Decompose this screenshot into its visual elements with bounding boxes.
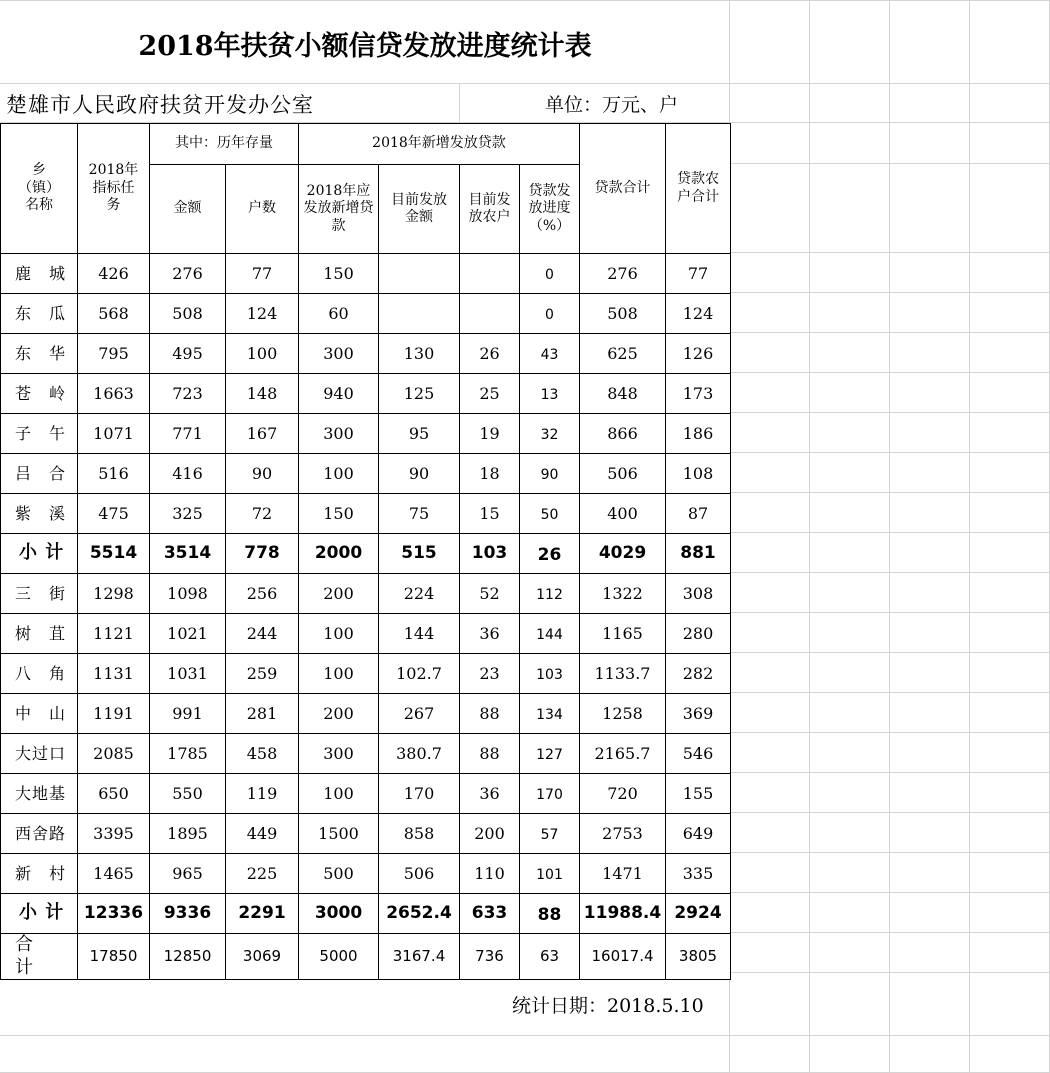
cell-stock-amount: 550 bbox=[150, 774, 226, 814]
cell-stock-amount: 1785 bbox=[150, 734, 226, 774]
cell-planned: 150 bbox=[299, 494, 379, 534]
cell-household-total: 308 bbox=[666, 574, 731, 614]
cell-stock-amount: 9336 bbox=[150, 894, 226, 934]
cell-loan-total: 400 bbox=[580, 494, 666, 534]
table-row bbox=[1, 454, 731, 494]
loan-progress-table bbox=[0, 123, 731, 980]
header-household-total: 贷款农户合计 bbox=[666, 124, 731, 254]
table-row bbox=[1, 654, 731, 694]
cell-rate: 112 bbox=[520, 574, 580, 614]
cell-amount: 90 bbox=[379, 454, 460, 494]
cell-rate: 57 bbox=[520, 814, 580, 854]
cell-stock-amount: 3514 bbox=[150, 534, 226, 574]
cell-household-total: 3805 bbox=[666, 934, 731, 980]
cell-rate: 26 bbox=[520, 534, 580, 574]
cell-amount bbox=[379, 294, 460, 334]
cell-stock-households: 225 bbox=[226, 854, 299, 894]
cell-rate: 127 bbox=[520, 734, 580, 774]
cell-loan-total: 508 bbox=[580, 294, 666, 334]
cell-stock-households: 100 bbox=[226, 334, 299, 374]
cell-stock-amount: 495 bbox=[150, 334, 226, 374]
cell-stock-amount: 991 bbox=[150, 694, 226, 734]
cell-planned: 3000 bbox=[299, 894, 379, 934]
gridline bbox=[889, 0, 890, 1073]
cell-amount: 267 bbox=[379, 694, 460, 734]
cell-stock-households: 778 bbox=[226, 534, 299, 574]
cell-target: 1191 bbox=[78, 694, 150, 734]
cell-loan-total: 11988.4 bbox=[580, 894, 666, 934]
cell-name: 子 午 bbox=[1, 414, 78, 454]
table-row bbox=[1, 254, 731, 294]
cell-target: 1298 bbox=[78, 574, 150, 614]
cell-rate: 90 bbox=[520, 454, 580, 494]
cell-target: 426 bbox=[78, 254, 150, 294]
gridline bbox=[969, 0, 970, 1073]
header-stock-amount: 金额 bbox=[150, 165, 226, 254]
cell-name: 鹿 城 bbox=[1, 254, 78, 294]
cell-amount: 380.7 bbox=[379, 734, 460, 774]
cell-loan-total: 1322 bbox=[580, 574, 666, 614]
cell-household-total: 881 bbox=[666, 534, 731, 574]
table-row bbox=[1, 774, 731, 814]
cell-target: 1465 bbox=[78, 854, 150, 894]
statistics-date: 统计日期：2018.5.10 bbox=[512, 995, 704, 1017]
header-new-planned: 2018年应发放新增贷款 bbox=[299, 165, 379, 254]
table-row bbox=[1, 494, 731, 534]
cell-household-total: 649 bbox=[666, 814, 731, 854]
cell-name: 大地基 bbox=[1, 774, 78, 814]
cell-rate: 0 bbox=[520, 254, 580, 294]
cell-stock-households: 3069 bbox=[226, 934, 299, 980]
grand-total-row bbox=[1, 934, 731, 980]
cell-target: 5514 bbox=[78, 534, 150, 574]
cell-rate: 32 bbox=[520, 414, 580, 454]
cell-households: 19 bbox=[460, 414, 520, 454]
cell-rate: 88 bbox=[520, 894, 580, 934]
cell-amount: 144 bbox=[379, 614, 460, 654]
cell-household-total: 186 bbox=[666, 414, 731, 454]
header-town: 乡（镇）名称 bbox=[1, 124, 78, 254]
cell-stock-households: 148 bbox=[226, 374, 299, 414]
header-target: 2018年指标任务 bbox=[78, 124, 150, 254]
cell-household-total: 155 bbox=[666, 774, 731, 814]
cell-name: 吕 合 bbox=[1, 454, 78, 494]
cell-amount: 95 bbox=[379, 414, 460, 454]
cell-amount: 125 bbox=[379, 374, 460, 414]
cell-target: 1121 bbox=[78, 614, 150, 654]
cell-planned: 5000 bbox=[299, 934, 379, 980]
cell-household-total: 124 bbox=[666, 294, 731, 334]
cell-rate: 170 bbox=[520, 774, 580, 814]
cell-stock-amount: 325 bbox=[150, 494, 226, 534]
cell-name: 东 瓜 bbox=[1, 294, 78, 334]
gridline bbox=[0, 83, 1050, 84]
cell-stock-amount: 965 bbox=[150, 854, 226, 894]
cell-household-total: 126 bbox=[666, 334, 731, 374]
cell-target: 795 bbox=[78, 334, 150, 374]
cell-stock-households: 72 bbox=[226, 494, 299, 534]
cell-household-total: 546 bbox=[666, 734, 731, 774]
cell-stock-households: 256 bbox=[226, 574, 299, 614]
cell-name: 合计 bbox=[1, 934, 78, 980]
cell-rate: 103 bbox=[520, 654, 580, 694]
cell-stock-households: 2291 bbox=[226, 894, 299, 934]
header-loan-total: 贷款合计 bbox=[580, 124, 666, 254]
cell-planned: 150 bbox=[299, 254, 379, 294]
cell-amount: 102.7 bbox=[379, 654, 460, 694]
cell-households: 110 bbox=[460, 854, 520, 894]
cell-planned: 1500 bbox=[299, 814, 379, 854]
cell-loan-total: 848 bbox=[580, 374, 666, 414]
organization-name: 楚雄市人民政府扶贫开发办公室 bbox=[6, 93, 314, 117]
cell-amount: 130 bbox=[379, 334, 460, 374]
cell-households: 52 bbox=[460, 574, 520, 614]
cell-planned: 100 bbox=[299, 454, 379, 494]
cell-loan-total: 1471 bbox=[580, 854, 666, 894]
table-row bbox=[1, 854, 731, 894]
cell-households: 36 bbox=[460, 614, 520, 654]
cell-stock-amount: 1895 bbox=[150, 814, 226, 854]
cell-amount: 515 bbox=[379, 534, 460, 574]
cell-stock-households: 449 bbox=[226, 814, 299, 854]
cell-name: 紫 溪 bbox=[1, 494, 78, 534]
cell-planned: 100 bbox=[299, 654, 379, 694]
cell-planned: 200 bbox=[299, 574, 379, 614]
cell-name: 西舍路 bbox=[1, 814, 78, 854]
cell-stock-amount: 416 bbox=[150, 454, 226, 494]
cell-stock-amount: 508 bbox=[150, 294, 226, 334]
cell-target: 12336 bbox=[78, 894, 150, 934]
cell-amount: 506 bbox=[379, 854, 460, 894]
cell-rate: 101 bbox=[520, 854, 580, 894]
gridline bbox=[809, 0, 810, 1073]
cell-stock-amount: 771 bbox=[150, 414, 226, 454]
cell-name: 新 村 bbox=[1, 854, 78, 894]
cell-households: 200 bbox=[460, 814, 520, 854]
cell-planned: 300 bbox=[299, 734, 379, 774]
cell-household-total: 282 bbox=[666, 654, 731, 694]
cell-loan-total: 1133.7 bbox=[580, 654, 666, 694]
cell-households: 25 bbox=[460, 374, 520, 414]
cell-households: 88 bbox=[460, 694, 520, 734]
cell-name: 大过口 bbox=[1, 734, 78, 774]
cell-households bbox=[460, 294, 520, 334]
cell-stock-households: 244 bbox=[226, 614, 299, 654]
cell-target: 568 bbox=[78, 294, 150, 334]
cell-rate: 0 bbox=[520, 294, 580, 334]
table-row bbox=[1, 414, 731, 454]
cell-rate: 43 bbox=[520, 334, 580, 374]
cell-rate: 134 bbox=[520, 694, 580, 734]
cell-name: 小 计 bbox=[1, 534, 78, 574]
cell-stock-amount: 1031 bbox=[150, 654, 226, 694]
cell-planned: 200 bbox=[299, 694, 379, 734]
table-row bbox=[1, 614, 731, 654]
cell-planned: 940 bbox=[299, 374, 379, 414]
cell-name: 三 街 bbox=[1, 574, 78, 614]
cell-target: 1663 bbox=[78, 374, 150, 414]
cell-planned: 500 bbox=[299, 854, 379, 894]
cell-amount: 858 bbox=[379, 814, 460, 854]
cell-households: 88 bbox=[460, 734, 520, 774]
cell-rate: 50 bbox=[520, 494, 580, 534]
table-row bbox=[1, 734, 731, 774]
cell-stock-amount: 276 bbox=[150, 254, 226, 294]
cell-stock-amount: 1021 bbox=[150, 614, 226, 654]
header-new-households: 目前发放农户 bbox=[460, 165, 520, 254]
cell-loan-total: 1258 bbox=[580, 694, 666, 734]
cell-target: 475 bbox=[78, 494, 150, 534]
cell-households: 36 bbox=[460, 774, 520, 814]
cell-target: 3395 bbox=[78, 814, 150, 854]
cell-household-total: 87 bbox=[666, 494, 731, 534]
table-row bbox=[1, 694, 731, 734]
cell-household-total: 77 bbox=[666, 254, 731, 294]
cell-loan-total: 2165.7 bbox=[580, 734, 666, 774]
cell-amount: 224 bbox=[379, 574, 460, 614]
cell-households: 15 bbox=[460, 494, 520, 534]
cell-name: 树 苴 bbox=[1, 614, 78, 654]
header-stock-group: 其中：历年存量 bbox=[150, 124, 299, 165]
cell-name: 东 华 bbox=[1, 334, 78, 374]
cell-target: 2085 bbox=[78, 734, 150, 774]
cell-loan-total: 866 bbox=[580, 414, 666, 454]
subtotal-row bbox=[1, 894, 731, 934]
cell-stock-households: 458 bbox=[226, 734, 299, 774]
cell-rate: 13 bbox=[520, 374, 580, 414]
cell-amount: 75 bbox=[379, 494, 460, 534]
cell-loan-total: 625 bbox=[580, 334, 666, 374]
cell-household-total: 369 bbox=[666, 694, 731, 734]
subtotal-row bbox=[1, 534, 731, 574]
cell-name: 八 角 bbox=[1, 654, 78, 694]
cell-planned: 2000 bbox=[299, 534, 379, 574]
cell-amount: 170 bbox=[379, 774, 460, 814]
cell-loan-total: 276 bbox=[580, 254, 666, 294]
cell-rate: 144 bbox=[520, 614, 580, 654]
cell-amount: 2652.4 bbox=[379, 894, 460, 934]
cell-target: 650 bbox=[78, 774, 150, 814]
cell-loan-total: 1165 bbox=[580, 614, 666, 654]
page-title: 2018年扶贫小额信贷发放进度统计表 bbox=[138, 31, 592, 62]
cell-households: 23 bbox=[460, 654, 520, 694]
cell-target: 17850 bbox=[78, 934, 150, 980]
cell-loan-total: 2753 bbox=[580, 814, 666, 854]
cell-stock-amount: 12850 bbox=[150, 934, 226, 980]
gridline bbox=[0, 1035, 1050, 1036]
table-row bbox=[1, 814, 731, 854]
cell-planned: 300 bbox=[299, 414, 379, 454]
unit-label: 单位：万元、户 bbox=[545, 94, 679, 116]
cell-households: 26 bbox=[460, 334, 520, 374]
table-row bbox=[1, 294, 731, 334]
cell-loan-total: 506 bbox=[580, 454, 666, 494]
header-progress: 贷款发放进度（%） bbox=[520, 165, 580, 254]
cell-stock-households: 259 bbox=[226, 654, 299, 694]
cell-households: 103 bbox=[460, 534, 520, 574]
gridline bbox=[0, 0, 1050, 1]
cell-loan-total: 4029 bbox=[580, 534, 666, 574]
cell-rate: 63 bbox=[520, 934, 580, 980]
cell-planned: 100 bbox=[299, 614, 379, 654]
header-stock-households: 户数 bbox=[226, 165, 299, 254]
cell-target: 1131 bbox=[78, 654, 150, 694]
table-row bbox=[1, 574, 731, 614]
cell-planned: 100 bbox=[299, 774, 379, 814]
header-new-group: 2018年新增发放贷款 bbox=[299, 124, 580, 165]
cell-stock-households: 167 bbox=[226, 414, 299, 454]
cell-households: 633 bbox=[460, 894, 520, 934]
cell-household-total: 108 bbox=[666, 454, 731, 494]
cell-households: 18 bbox=[460, 454, 520, 494]
cell-name: 中 山 bbox=[1, 694, 78, 734]
cell-planned: 60 bbox=[299, 294, 379, 334]
cell-target: 1071 bbox=[78, 414, 150, 454]
cell-household-total: 173 bbox=[666, 374, 731, 414]
cell-amount: 3167.4 bbox=[379, 934, 460, 980]
cell-name: 苍 岭 bbox=[1, 374, 78, 414]
cell-household-total: 2924 bbox=[666, 894, 731, 934]
cell-household-total: 335 bbox=[666, 854, 731, 894]
cell-household-total: 280 bbox=[666, 614, 731, 654]
cell-stock-amount: 1098 bbox=[150, 574, 226, 614]
cell-target: 516 bbox=[78, 454, 150, 494]
cell-stock-households: 77 bbox=[226, 254, 299, 294]
cell-stock-households: 281 bbox=[226, 694, 299, 734]
table-row bbox=[1, 334, 731, 374]
cell-name: 小 计 bbox=[1, 894, 78, 934]
cell-planned: 300 bbox=[299, 334, 379, 374]
cell-households: 736 bbox=[460, 934, 520, 980]
cell-stock-amount: 723 bbox=[150, 374, 226, 414]
cell-amount bbox=[379, 254, 460, 294]
header-new-amount: 目前发放金额 bbox=[379, 165, 460, 254]
cell-stock-households: 124 bbox=[226, 294, 299, 334]
cell-households bbox=[460, 254, 520, 294]
cell-stock-households: 90 bbox=[226, 454, 299, 494]
gridline bbox=[459, 84, 460, 122]
table-row bbox=[1, 374, 731, 414]
cell-loan-total: 720 bbox=[580, 774, 666, 814]
cell-stock-households: 119 bbox=[226, 774, 299, 814]
cell-loan-total: 16017.4 bbox=[580, 934, 666, 980]
